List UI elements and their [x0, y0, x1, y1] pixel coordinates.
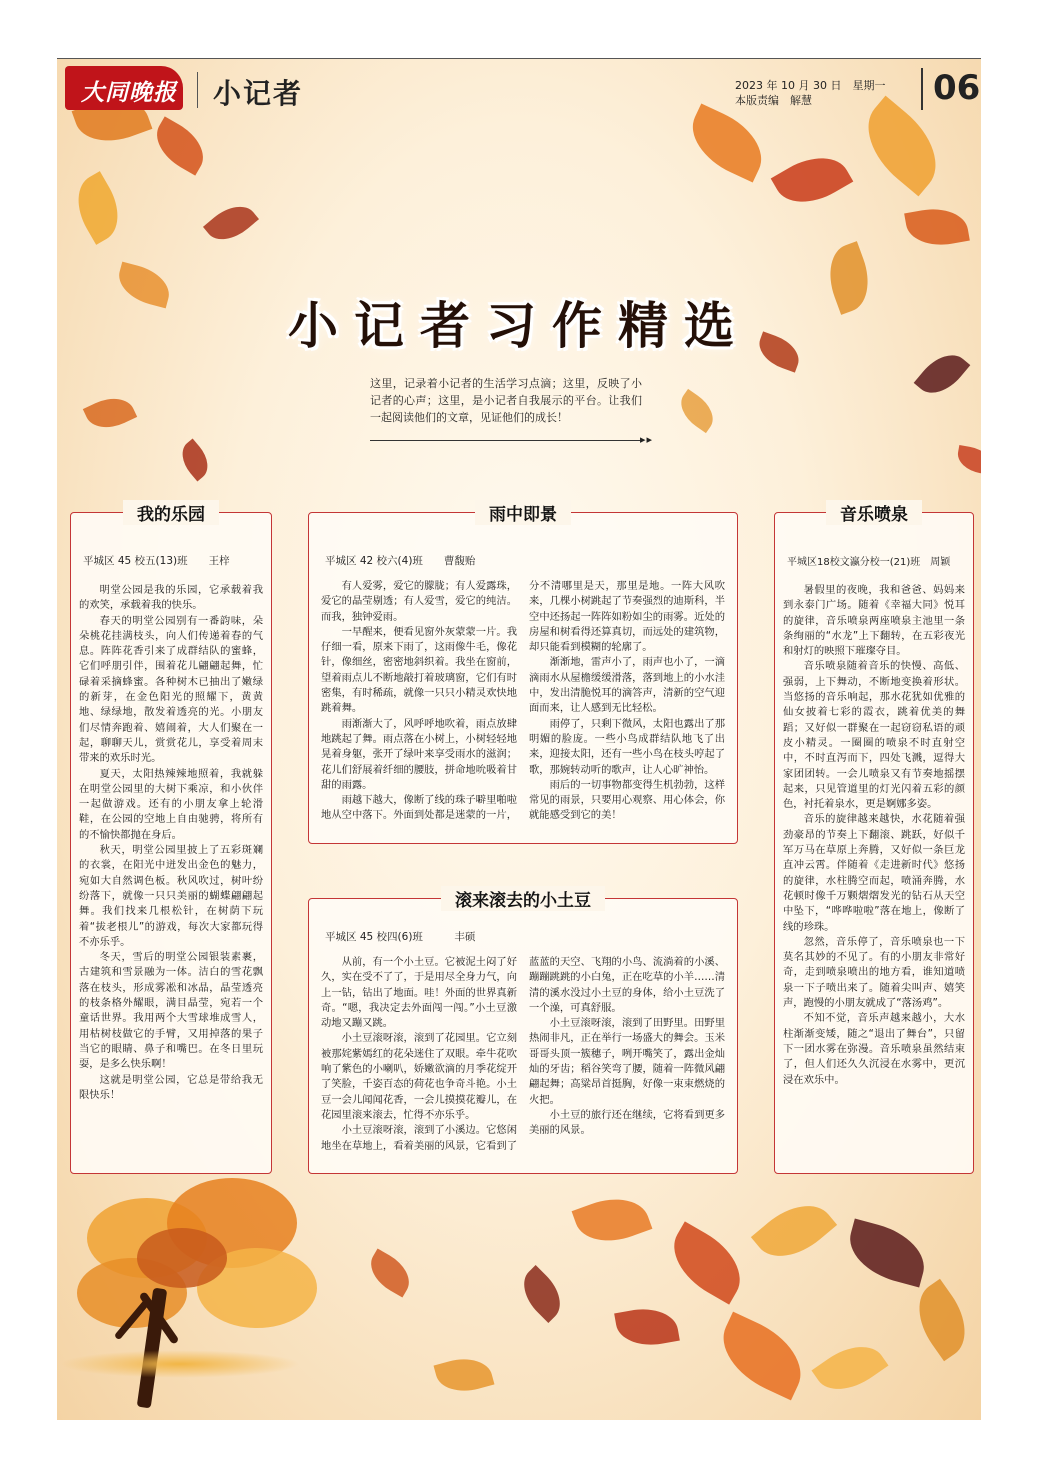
- paragraph: 小土豆滚呀滚，滚到了田野里。田野里热闹非凡，正在举行一场盛大的舞会。玉米哥哥头顶一簇穗子，咧开嘴笑了，露出金灿灿的牙齿；稻谷笑弯了腰，随着一阵微风翩翩起舞；高粱昂首挺胸，好像一束束燃烧的火把。: [529, 1017, 725, 1106]
- page-number-divider: [921, 68, 923, 110]
- section-name: 小记者: [213, 77, 304, 110]
- paragraph: 这就是明堂公园，它总是带给我无限快乐！: [79, 1073, 263, 1101]
- leaf-decoration: [680, 103, 774, 182]
- leaf-decoration: [572, 1187, 653, 1252]
- paragraph: 春天的明堂公园别有一番韵味，朵朵桃花挂满枝头，向人们传递着春的气息。阵阵花香引来了成群结队的蜜蜂，它们呼朋引伴，围着花儿翩翩起舞，忙碌着采摘蜂蜜。各种树木已抽出了嫩绿的新芽，在金色阳光的照耀下，黄黄地、绿绿地，散发着透亮的光。小朋友们尽情奔跑着、嬉闹着，大人们聚在一起，聊聊天儿，赏赏花儿，享受着周末带来的欢乐时光。: [79, 614, 263, 765]
- leaf-decoration: [513, 1265, 571, 1323]
- leaf-decoration: [660, 1221, 754, 1304]
- masthead: [57, 62, 981, 114]
- article-byline: 平城区 42 校六(4)班 曹馥贻: [325, 555, 476, 567]
- article-title: 我的乐园: [123, 500, 219, 525]
- leaf-decoration: [65, 171, 131, 245]
- leaf-decoration: [83, 390, 137, 437]
- leaf-decoration: [751, 1190, 837, 1273]
- paragraph: 不知不觉，音乐声越来越小，大水柱渐渐变矮，随之“退出了舞台”，只留下一团水雾在弥漫。音乐喷泉虽然结束了，但人们还久久沉浸在水雾中，更沉浸在欢乐中。: [783, 1012, 965, 1086]
- newspaper-logo: [65, 66, 183, 110]
- article-body-columns: [321, 579, 725, 837]
- leaf-decoration: [955, 445, 981, 475]
- intro-arrow-icon: ▸▸: [640, 433, 654, 446]
- leaf-decoration: [842, 1218, 932, 1287]
- leaf-decoration: [363, 1249, 418, 1298]
- paragraph: 雨停了，只剩下微风，太阳也露出了那明媚的脸庞。一些小鸟成群结队地飞了出来，迎接太阳，还有一些小鸟在枝头哼起了歌，那婉转动听的歌声，让人心旷神怡。: [529, 717, 725, 776]
- masthead-divider: [197, 72, 198, 108]
- intro-text: 这里，记录着小记者的生活学习点滴；这里，反映了小记者的心声；这里，是小记者自我展示的平台。让我们一起阅读他们的文章，见证他们的成长！: [370, 377, 642, 424]
- paragraph: 一早醒来，便看见窗外灰蒙蒙一片。我仔细一看，原来下雨了，这雨像牛毛，像花针，像细丝，密密地斜织着。我坐在窗前，望着雨点儿不断地敲打着玻璃窗，它们有时密集，有时稀疏，就像一只只小精灵欢快地跳着舞。: [321, 625, 517, 715]
- leaf-decoration: [147, 116, 213, 175]
- paragraph: 明堂公园是我的乐园，它承载着我的欢笑，承载着我的快乐。: [79, 584, 263, 612]
- paragraph: 小土豆滚呀滚，滚到了花园里。它立刻被那姹紫嫣红的花朵迷住了双眼。牵牛花吹响了紫色的小喇叭，娇嫩欲滴的月季花绽开了笑脸，千姿百态的荷花也争奇斗艳。小土豆一会儿闻闻花香，一会儿摸摸花瓣儿，在花园里滚来滚去，忙得不亦乐乎。: [321, 1032, 517, 1121]
- leaf-decoration: [174, 438, 216, 481]
- paragraph: 音乐的旋律越来越快，水花随着强劲豪昂的节奏上下翻滚、跳跃，好似千军万马在草原上奔腾，又好似一条巨龙直冲云霄。伴随着《走进新时代》悠扬的旋律，水柱腾空而起，喷涌奔腾，水花顿时像千万颗熠熠发光的钻石从天空中坠下，“哗哗啦啦”落在地上，像断了线的珍珠。: [783, 813, 965, 933]
- article-body: [79, 583, 263, 1167]
- article-byline: 平城区 45 校五(13)班 王梓: [83, 555, 230, 567]
- paragraph: 夏天，太阳热辣辣地照着，我就躲在明堂公园里的大树下乘凉，和小伙伴一起做游戏。还有的小朋友拿上轮滑鞋，在公园的空地上自由驰骋，将所有的不愉快都抛在身后。: [79, 767, 263, 841]
- paragraph: 忽然，音乐停了，音乐喷泉也一下莫名其妙的不见了。有的小朋友非常好奇，走到喷泉喷出的地方看，谁知道喷泉一下子喷出来了。随着尖叫声、嬉笑声，跑慢的小朋友就成了“落汤鸡”。: [783, 935, 965, 1010]
- article-title: 音乐喷泉: [826, 500, 922, 525]
- issue-date: 2023 年 10 月 30 日 星期一: [735, 79, 886, 92]
- paragraph: 渐渐地，雷声小了，雨声也小了，一滴滴雨水从屋檐缓缓滑落，落到地上的小水洼中，发出清脆悦耳的滴答声，清新的空气迎面而来，让人感到无比轻松。: [529, 656, 725, 715]
- paragraph: 小土豆的旅行还在继续，它将看到更多美丽的风景。: [529, 1108, 725, 1137]
- leaf-decoration: [709, 1312, 814, 1401]
- page-title: 小记者习作精选: [288, 296, 750, 355]
- intro-underline: [370, 440, 640, 441]
- article-rain-scene: [308, 505, 738, 844]
- article-my-paradise-frame: [70, 505, 272, 1174]
- ground-glow: [60, 1350, 300, 1378]
- paragraph: 有人爱雾，爱它的朦胧；有人爱露珠，爱它的晶莹剔透；有人爱雪，爱它的纯洁。而我，独钟爱雨。: [321, 580, 517, 623]
- leaf-decoration: [811, 1333, 888, 1404]
- paragraph: 小土豆滚呀滚，滚到了小溪边。它悠闲地坐在草地上，看着美丽的风景，它看到了蓝蓝的天空、飞翔的小鸟、流淌着的小溪、蹦蹦跳跳的小白兔，正在吃草的小羊……清清的溪水没过小土豆的身体，给小土豆洗了一个澡，可真舒服。: [321, 956, 725, 1152]
- leaf-decoration: [614, 1303, 680, 1351]
- paragraph: 雨渐渐大了，风呼呼地吹着，雨点放肆地跳起了舞。雨点落在小树上，小树轻轻地晃着身躯，张开了绿叶来享受雨水的滋润；花儿们舒展着纤细的腰肢，拼命地吮吸着甘甜的雨露。: [321, 717, 517, 791]
- page-number: 06: [933, 68, 981, 108]
- paragraph: 从前，有一个小土豆。它被泥土闷了好久，实在受不了了，于是用尽全身力气，向上一钻，钻出了地面。哇！外面的世界真新奇。“嗯，我决定去外面闯一闯。”小土豆激动地又蹦又跳。: [321, 956, 517, 1030]
- article-music-fountain: [774, 505, 974, 1174]
- page-editor: 本版责编 解慧: [735, 94, 812, 107]
- article-title: 滚来滚去的小土豆: [441, 886, 605, 911]
- logo-text: 大同晚报: [81, 79, 177, 106]
- paragraph: 音乐喷泉随着音乐的快慢、高低、强弱，上下舞动，不断地变换着形状。当悠扬的音乐响起，那水花犹如优雅的仙女披着七彩的霞衣，跳着优美的舞蹈；又好似一群聚在一起窃窃私语的顽皮小精灵。一圈圈的喷泉不时直射空中，不时直泻而下，四处飞溅，逗得大家团团转。一会儿喷泉又有节奏地摇摆起来，只见管道里的灯光闪着五彩的颜色，衬托着泉水，更是婀娜多姿。: [783, 660, 965, 811]
- article-rolling-potato: [308, 891, 738, 1174]
- leaf-decoration: [904, 1279, 980, 1362]
- article-byline: 平城区18校文瀛分校一(21)班 周颖: [787, 557, 951, 568]
- leaf-decoration: [771, 143, 854, 216]
- paragraph: 暑假里的夜晚，我和爸爸、妈妈来到永泰门广场。随着《幸福大同》悦耳的旋律，音乐喷泉两座喷泉主池里一条条绚丽的“水龙”上下翻转，在五彩夜光和射灯的映照下璀璨夺目。: [783, 584, 965, 658]
- dateline: [735, 78, 885, 108]
- leaf-decoration: [203, 196, 259, 250]
- leaf-decoration: [673, 389, 721, 433]
- paragraph: 秋天，明堂公园里披上了五彩斑斓的衣裳，在阳光中迸发出金色的魅力，宛如大自然调色板。秋风吹过，树叶纷纷落下，就像一只只美丽的蝴蝶翩翩起舞。我们找来几根松针，在树荫下玩着“拔老根儿”的游戏，每次大家都玩得不亦乐乎。: [79, 844, 263, 948]
- paragraph: 雨越下越大，像断了线的珠子噼里啪啦地从空中落下。外面到处都是迷蒙的一片，分不清哪里是天，那里是地。一阵大风吹来，几棵小树跳起了节奏强烈的迪斯科，半空中还扬起一阵阵如粉如尘的雨雾。近处的房屋和树看得还算真切，而远处的建筑物，却只能看到模糊的轮廓了。: [321, 580, 725, 822]
- paragraph: 雨后的一切事物都变得生机勃勃，这样常见的雨景，只要用心观察、用心体会，你就能感受到它的美！: [529, 778, 725, 822]
- article-title: 雨中即景: [475, 500, 571, 525]
- top-rule: [57, 58, 981, 59]
- article-body-columns: [321, 955, 725, 1167]
- article-body: [783, 583, 965, 1167]
- article-byline: 平城区 45 校四(6)班 丰硕: [325, 931, 476, 943]
- leaf-decoration: [434, 1352, 495, 1399]
- paragraph: 冬天，雪后的明堂公园银装素裹，古建筑和雪景融为一体。洁白的雪花飘落在枝头，形成雾凇和冰晶，晶莹透亮的枝条格外耀眼，满目晶莹，宛若一个童话世界。我用两个大雪球堆成雪人，用枯树枝做它的手臂，又用掉落的果子当它的眼睛、鼻子和嘴巴。在冬日里玩耍，是多么快乐啊！: [79, 951, 263, 1071]
- leaf-decoration: [904, 203, 970, 251]
- tree-foliage: [137, 1228, 227, 1288]
